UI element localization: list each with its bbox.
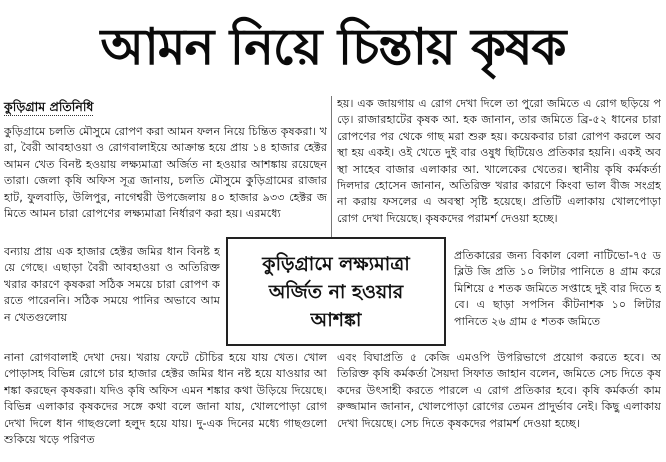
headline: আমন নিয়ে চিন্তায় কৃষক [100, 18, 566, 76]
pull-quote-box [226, 237, 446, 346]
article-column-1-bottom: নানা রোগবালাই দেখা দেয়। খরায় ফেটে চৌচির হয়ে যায় খেত। খোলপোড়াসহ বিভিন্ন রোগে চার হাজার হেক্টর জমির ধান নষ্ট হয়ে যাওয়ার আশঙ্কা করছেন কৃষকরা। যদিও কৃষি অফিস এমন শঙ্কার কথা উড়িয়ে দিয়েছে। বিভিন্ন এলাকার কৃষকদের সঙ্গে কথা বলে জানা যায়, খোলপোড়া রোগ দেখা দিলে ধান গাছগুলো হলুদ হয়ে যায়। দু-এক দিনের মধ্যে গাছগুলো শুকিয়ে খড়ে পরিণত [4, 351, 327, 447]
article-column-2-middle: প্রতিকারের জন্য বিকাল বেলা নাটিভো-৭৫ ডব্লিউ জি প্রতি ১০ লিটার পানিতে ৪ গ্রাম করে মিশিয়ে ৫ শতক জমিতে সপ্তাহে দুই বার দিতে হবে। এ ছাড়া সপসিন কীটনাশক ১০ লিটার পানিতে ২৬ গ্রাম ৫ শতক জমিতে [454, 249, 661, 328]
pull-quote-line-1: কুড়িগ্রামে লক্ষ্যমাত্রা [262, 252, 410, 275]
pull-quote-line-2: অর্জিত না হওয়ার [268, 280, 404, 303]
article-column-2-top: হয়। এক জায়গায় এ রোগ দেখা দিলে তা পুরো জমিতে এ রোগ ছড়িয়ে পড়ে। রাজারহাটের কৃষক আ. হক জানান, তার জমিতে ব্রি-৫২ ধানের চারা রোপণের পর থেকে গাছ মরা শুরু হয়। কয়েকবার চারা রোপণ করলে অবস্থা হয় একই। ওই খেতে দুই বার ওষুধ ছিটিয়েও প্রতিকার হয়নি। একই অবস্থা সাহেব বাজার এলাকার আ. খালেকের খেতের। স্থানীয় কৃষি কর্মকর্তা দিলদার হোসেন জানান, অতিরিক্ত খরার কারণে কিংবা ভাল বীজ সংগ্রহ না করায় ফসলের এ অবস্থা সৃষ্টি হয়েছে। প্রতিটি এলাকায় খোলপোড়া রোগ দেখা দিয়েছে। কৃষকদের পরামর্শ দেওয়া হচ্ছে। [337, 97, 661, 225]
byline: কুড়িগ্রাম প্রতিনিধি [4, 99, 94, 114]
article-column-1-top: কুড়িগ্রামে চলতি মৌসুমে রোপণ করা আমন ফলন নিয়ে চিন্তিত কৃষকরা। খরা, বৈরী আবহাওয়া ও রোগবালাইয়ে আক্রান্ত হয়ে প্রায় ১৪ হাজার হেক্টর আমন খেত বিনষ্ট হওয়ায় লক্ষ্যমাত্রা অর্জিত না হওয়ার আশঙ্কায় রয়েছেন তারা। জেলা কৃষি অফিস সূত্র জানায়, চলতি মৌসুমে কুড়িগ্রামের রাজারহাট, ফুলবাড়ি, উলিপুর, নাগেশ্বরী উপজেলায় ৪০ হাজার ৯৩৩ হেক্টর জমিতে আমন চারা রোপণের লক্ষ্যমাত্রা নির্ধারণ করা হয়। এরমধ্যে [4, 125, 327, 221]
article-column-1-middle: বন্যায় প্রায় এক হাজার হেক্টর জমির ধান বিনষ্ট হয়ে গেছে। এছাড়া বৈরী আবহাওয়া ও অতিরিক্ত খরার কারণে কৃষকরা সঠিক সময়ে চারা রোপণ করতে পারেননি। সঠিক সময়ে পানির অভাবে আমন খেতগুলোয় [4, 245, 220, 324]
column-divider [331, 96, 332, 238]
pull-quote-line-3: আশঙ্কা [310, 308, 362, 331]
article-column-2-bottom: এবং বিঘাপ্রতি ৫ কেজি এমওপি উপরিভাগে প্রয়োগ করতে হবে। অতিরিক্ত কৃষি কর্মকর্তা সৈয়দা সিফাত জাহান বলেন, জমিতে সেচ দিতে কৃষকদের উৎসাহী করতে পারলে এ রোগ প্রতিকার হবে। কৃষি কর্মকর্তা কামরুজ্জামান জানান, খোলপোড়া রোগের তেমন প্রাদুর্ভাব নেই। কিছু এলাকায় দেখা দিয়েছে। সেচ দিতে কৃষকদের পরামর্শ দেওয়া হচ্ছে। [337, 351, 661, 430]
